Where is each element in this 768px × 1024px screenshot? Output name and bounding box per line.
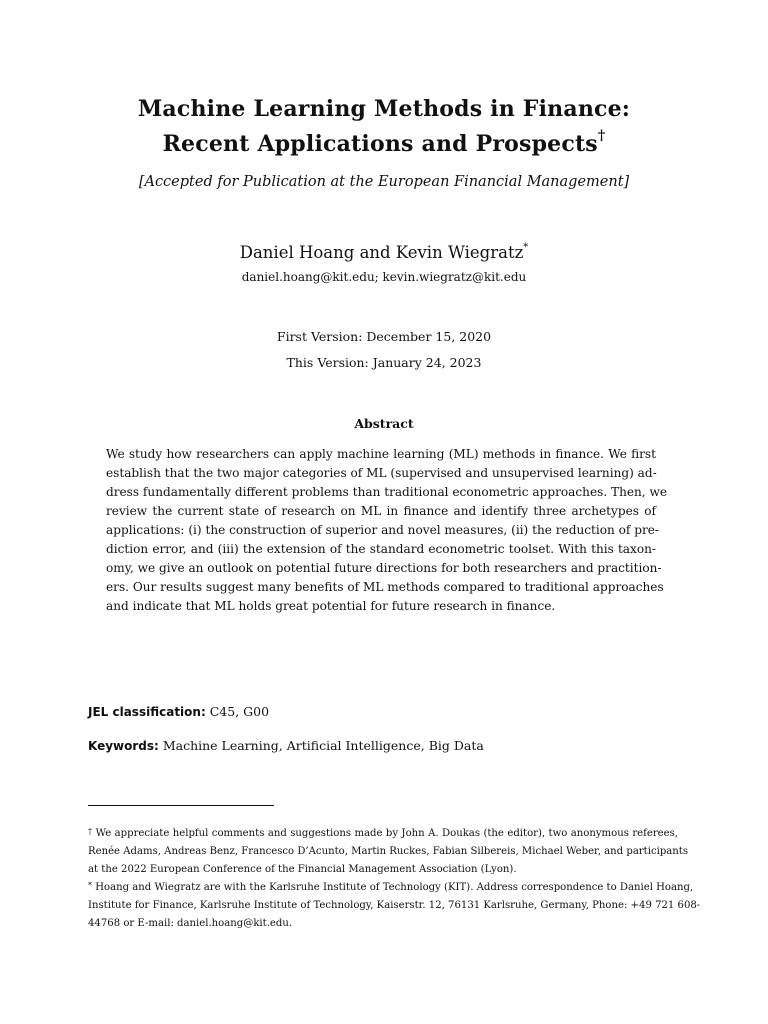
footnote-line-text: We appreciate helpful comments and suggestions made by John A. Doukas (the editor), two anonymous referees, — [95, 828, 678, 839]
abstract-line: omy, we give an outlook on potential future directions for both researchers and practition- — [106, 561, 662, 575]
footnote-line: Institute for Finance, Karlsruhe Institute of Technology, Kaiserstr. 12, 76131 Karlsruhe, Germany, Phone: +49 721 608- — [88, 900, 701, 911]
abstract-body — [106, 447, 668, 618]
footnote-acknowledgements — [88, 827, 689, 882]
publication-note: [Accepted for Publication at the European Financial Management] — [138, 174, 630, 190]
footnote-line: 44768 or E-mail: daniel.hoang@kit.edu. — [88, 918, 293, 929]
title-line-1-text: Machine Learning Methods in Finance: — [137, 96, 631, 122]
footnote-line — [88, 881, 694, 900]
abstract-heading: Abstract — [354, 416, 414, 431]
footnote-line: Renée Adams, Andreas Benz, Francesco D’Acunto, Martin Ruckes, Fabian Silbereis, Michael Weber, and participants — [88, 846, 689, 857]
abstract-line: We study how researchers can apply machine learning (ML) methods in finance. We first — [106, 447, 656, 461]
author-footnote-mark: * — [523, 242, 529, 253]
jel-label: JEL classification: — [88, 705, 206, 719]
keywords — [88, 738, 484, 753]
abstract-line: applications: (i) the construction of superior and novel measures, (ii) the reduction of pre- — [106, 523, 660, 537]
first-version-date: First Version: December 15, 2020 — [276, 329, 492, 344]
paper-title-line-2 — [0, 128, 768, 157]
abstract-line: review the current state of research on ML in finance and identify three archetypes of — [106, 504, 656, 518]
footnote-mark: † — [88, 827, 93, 836]
abstract-line: diction error, and (iii) the extension of the standard econometric toolset. With this taxon- — [106, 542, 656, 556]
jel-classification — [88, 704, 269, 719]
footnote-divider — [88, 805, 274, 806]
abstract-line: dress fundamentally different problems than traditional econometric approaches. Then, we — [106, 485, 668, 499]
paper-title-line-1 — [0, 96, 768, 122]
footnote-line: at the 2022 European Conference of the Financial Management Association (Lyon). — [88, 864, 517, 875]
author-names-text: Daniel Hoang and Kevin Wiegratz — [239, 243, 524, 262]
this-version-date: This Version: January 24, 2023 — [286, 355, 482, 370]
author-names — [0, 243, 768, 262]
keywords-label: Keywords: — [88, 739, 159, 753]
title-footnote-mark: † — [597, 128, 606, 144]
footnote-line — [88, 828, 678, 846]
footnote-affiliation — [88, 881, 701, 936]
title-line-2-text: Recent Applications and Prospects — [162, 131, 598, 157]
abstract-line: and indicate that ML holds great potential for future research in finance. — [106, 599, 556, 613]
jel-value: C45, G00 — [209, 704, 270, 719]
keywords-value: Machine Learning, Artificial Intelligence, Big Data — [162, 738, 484, 753]
footnote-line-text: Hoang and Wiegratz are with the Karlsruhe Institute of Technology (KIT). Address correspondence to Daniel Hoang, — [95, 882, 694, 893]
abstract-line: establish that the two major categories of ML (supervised and unsupervised learning) ad- — [106, 466, 657, 480]
author-emails: daniel.hoang@kit.edu; kevin.wiegratz@kit.edu — [241, 270, 527, 284]
footnote-mark: * — [88, 881, 92, 890]
abstract-line: ers. Our results suggest many benefits of ML methods compared to traditional approaches — [106, 580, 664, 594]
